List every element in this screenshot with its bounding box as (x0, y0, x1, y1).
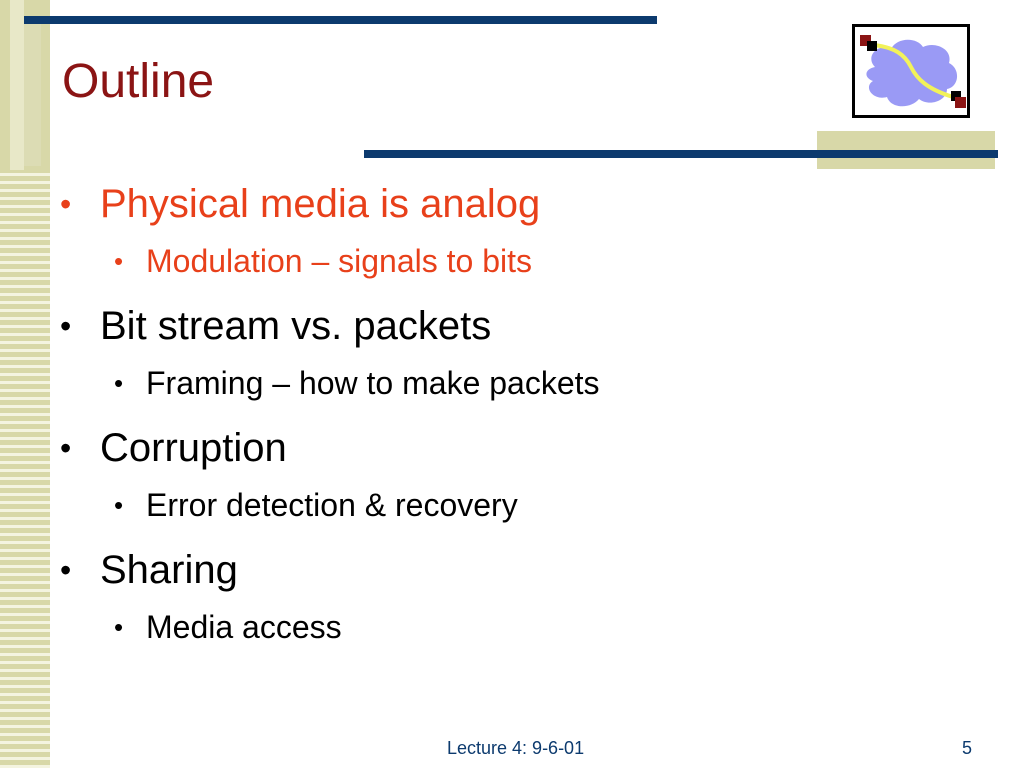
bullet-icon: • (60, 308, 72, 344)
bullet-icon: • (114, 612, 124, 642)
network-cloud-icon (855, 27, 967, 115)
bullet-item (60, 546, 960, 594)
sub-bullet-text: Media access (146, 609, 342, 645)
sub-bullet-text: Framing – how to make packets (146, 365, 600, 401)
sub-bullet-item (60, 364, 960, 402)
sub-bullet-item (60, 242, 960, 280)
page-number: 5 (962, 738, 973, 758)
bullet-text: Sharing (100, 548, 238, 592)
bullet-item (60, 180, 960, 228)
bullet-text: Physical media is analog (100, 182, 541, 226)
title-underline-rule (364, 150, 998, 158)
bullet-icon: • (60, 430, 72, 466)
logo (852, 24, 970, 118)
bullet-item (60, 302, 960, 350)
slide-title: Outline (62, 55, 215, 108)
bullet-text: Corruption (100, 426, 287, 470)
bullet-icon: • (114, 246, 124, 276)
top-rule (24, 16, 657, 24)
bullet-item (60, 424, 960, 472)
sub-bullet-text: Modulation – signals to bits (146, 243, 532, 279)
sub-bullet-item (60, 486, 960, 524)
sub-bullet-item (60, 608, 960, 646)
bullet-icon: • (60, 186, 72, 222)
bullet-list (60, 180, 960, 668)
footer-lecture-label: Lecture 4: 9-6-01 (447, 738, 585, 758)
bullet-icon: • (114, 368, 124, 398)
bullet-icon: • (114, 490, 124, 520)
vertical-accent-bar (24, 16, 41, 166)
bullet-icon: • (60, 552, 72, 588)
sub-bullet-text: Error detection & recovery (146, 487, 518, 523)
bullet-text: Bit stream vs. packets (100, 304, 492, 348)
